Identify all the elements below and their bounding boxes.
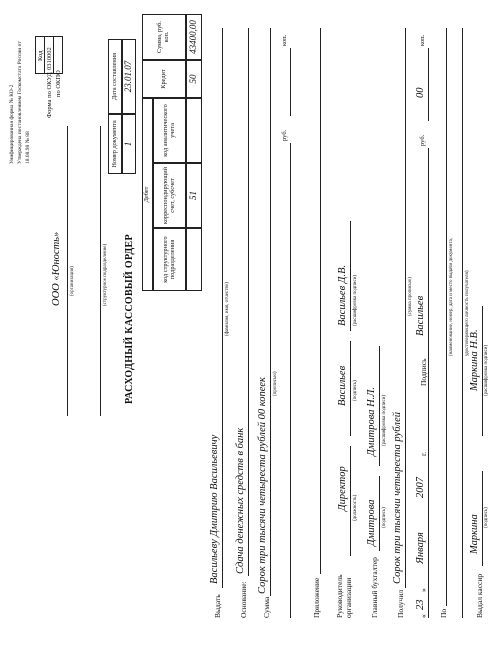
attachment-line bbox=[320, 28, 321, 574]
date-signature-line bbox=[428, 226, 429, 346]
form-header-line1: Унифицированная форма № КО-2 bbox=[9, 84, 15, 164]
head-position-caption: (должность) bbox=[353, 494, 358, 521]
received-label: Получил bbox=[396, 589, 405, 618]
by-line-1 bbox=[446, 28, 447, 606]
organization-name: ООО «Юность» bbox=[51, 231, 62, 306]
head-position-line bbox=[350, 446, 351, 556]
received-kop: коп. bbox=[419, 34, 426, 46]
head-name: Васильев Д.В. bbox=[337, 264, 348, 326]
accountant-name-caption: (расшифровка подписи) bbox=[382, 394, 387, 446]
date-year-suffix: г. bbox=[419, 451, 428, 456]
sum-value: 43400,00 bbox=[186, 14, 202, 60]
analytic-code-value bbox=[186, 98, 202, 163]
amount-line-1 bbox=[270, 28, 271, 596]
received-kop-line bbox=[428, 48, 429, 121]
date-quote-close: » bbox=[419, 588, 428, 592]
credit-value: 50 bbox=[186, 60, 202, 98]
table-right-spacer bbox=[142, 12, 186, 14]
head-name-line bbox=[350, 221, 351, 331]
form-header-line2: Утверждена постановлением Госкомстата России от bbox=[17, 41, 23, 164]
doc-number-value: 1 bbox=[122, 114, 136, 174]
sum-header: Сумма, руб. коп. bbox=[142, 14, 186, 60]
doc-date-value: 23.01.07 bbox=[122, 39, 136, 114]
codes-divider-1 bbox=[44, 36, 45, 74]
head-signature: Васильев bbox=[337, 365, 348, 406]
order-title: РАСХОДНЫЙ КАССОВЫЙ ОРДЕР bbox=[124, 234, 135, 404]
amount-caption: (прописью) bbox=[273, 371, 278, 396]
okud-label: Форма по ОКУД bbox=[46, 72, 53, 118]
head-signature-caption: (подпись) bbox=[353, 380, 358, 401]
basis-line bbox=[248, 28, 249, 576]
head-name-caption: (расшифровка подписи) bbox=[353, 274, 358, 326]
by-caption: (наименование, номер, дата и место выдачи документа, bbox=[449, 237, 454, 356]
date-signature-label: Подпись bbox=[419, 358, 428, 386]
doc-number-header: Номер документа bbox=[108, 114, 122, 174]
attachment-label: Приложение bbox=[312, 577, 321, 618]
accountant-signature: Дмитрова bbox=[366, 499, 377, 546]
purpose-placeholder bbox=[142, 12, 144, 14]
cashier-signature-line bbox=[482, 471, 483, 566]
cashier-signature: Маркина bbox=[469, 514, 480, 554]
date-day: 23 bbox=[415, 599, 426, 610]
form-header-line3: 18.08.98 № 88 bbox=[25, 131, 31, 164]
codes-kod-label: Код bbox=[37, 50, 44, 61]
issue-caption: (фамилия, имя, отчество) bbox=[225, 282, 230, 336]
basis-label: Основание: bbox=[239, 581, 248, 618]
cashier-signature-caption: (подпись) bbox=[484, 507, 489, 528]
subdivision-caption: (структурное подразделение) bbox=[103, 243, 108, 306]
debit-header: Дебет bbox=[142, 98, 153, 291]
issue-line bbox=[222, 28, 223, 588]
head-label-1: Руководитель bbox=[335, 574, 344, 618]
by-caption-2: удостоверяющего личность получателя) bbox=[465, 270, 470, 356]
head-signature-line bbox=[350, 341, 351, 436]
cashier-name: Маркина Н.В. bbox=[469, 329, 480, 391]
organization-line bbox=[67, 126, 68, 416]
received-line-1 bbox=[405, 28, 406, 588]
amount-value: Сорок три тысячи четыреста рублей 00 копеек bbox=[257, 377, 268, 594]
amount-label: Сумма bbox=[262, 596, 271, 618]
date-quote-open: « bbox=[419, 614, 428, 618]
date-signature: Васильев bbox=[415, 295, 426, 336]
accountant-signature-line bbox=[379, 476, 380, 551]
okpo-label: по ОКПО bbox=[55, 70, 62, 97]
analytic-code-header: код аналитического учета bbox=[153, 98, 186, 163]
amount-kop: коп. bbox=[281, 34, 288, 46]
struct-code-header: код структурного подразделения bbox=[153, 228, 186, 291]
cashier-label: Выдал кассир bbox=[475, 573, 484, 618]
by-label: По bbox=[439, 608, 448, 618]
issue-value: Васильеву Дмитрию Васильевичу bbox=[209, 434, 220, 584]
okud-value: 0310002 bbox=[46, 47, 53, 70]
accountant-name: Дмитрова Н.Л. bbox=[366, 386, 377, 456]
issue-label: Выдать bbox=[213, 594, 222, 618]
amount-kop-line bbox=[290, 48, 291, 116]
received-kop-value: 00 bbox=[415, 87, 426, 98]
amount-line-2 bbox=[290, 143, 291, 618]
basis-value: Сдача денежных средств в банк bbox=[235, 427, 246, 574]
received-line-2 bbox=[428, 148, 429, 618]
cashier-name-caption: (расшифровка подписи) bbox=[484, 344, 489, 396]
date-year: 2007 bbox=[415, 477, 426, 498]
received-rub: руб. bbox=[419, 134, 426, 146]
head-position: Директор bbox=[337, 466, 348, 511]
by-line-2 bbox=[462, 28, 463, 618]
amount-rub: руб. bbox=[281, 129, 288, 141]
doc-date-header: Дата составления bbox=[108, 39, 122, 114]
corr-account-value: 51 bbox=[186, 163, 202, 228]
accountant-signature-caption: (подпись) bbox=[382, 507, 387, 528]
accountant-label: Главный бухгалтер bbox=[370, 557, 379, 618]
subdivision-line bbox=[100, 126, 101, 416]
cashier-name-line bbox=[482, 306, 483, 436]
credit-header: Кредит bbox=[142, 60, 186, 98]
head-label-2: организации bbox=[344, 577, 353, 618]
corr-account-header: корреспондирующий счет, субсчет bbox=[153, 163, 186, 228]
organization-caption: (организация) bbox=[70, 266, 75, 296]
struct-code-value bbox=[186, 228, 202, 291]
received-caption: (сумма прописью) bbox=[408, 277, 413, 316]
accountant-name-line bbox=[379, 346, 380, 466]
received-value: Сорок три тысячи четыреста рублей bbox=[392, 412, 403, 584]
date-month: Января bbox=[415, 532, 426, 564]
